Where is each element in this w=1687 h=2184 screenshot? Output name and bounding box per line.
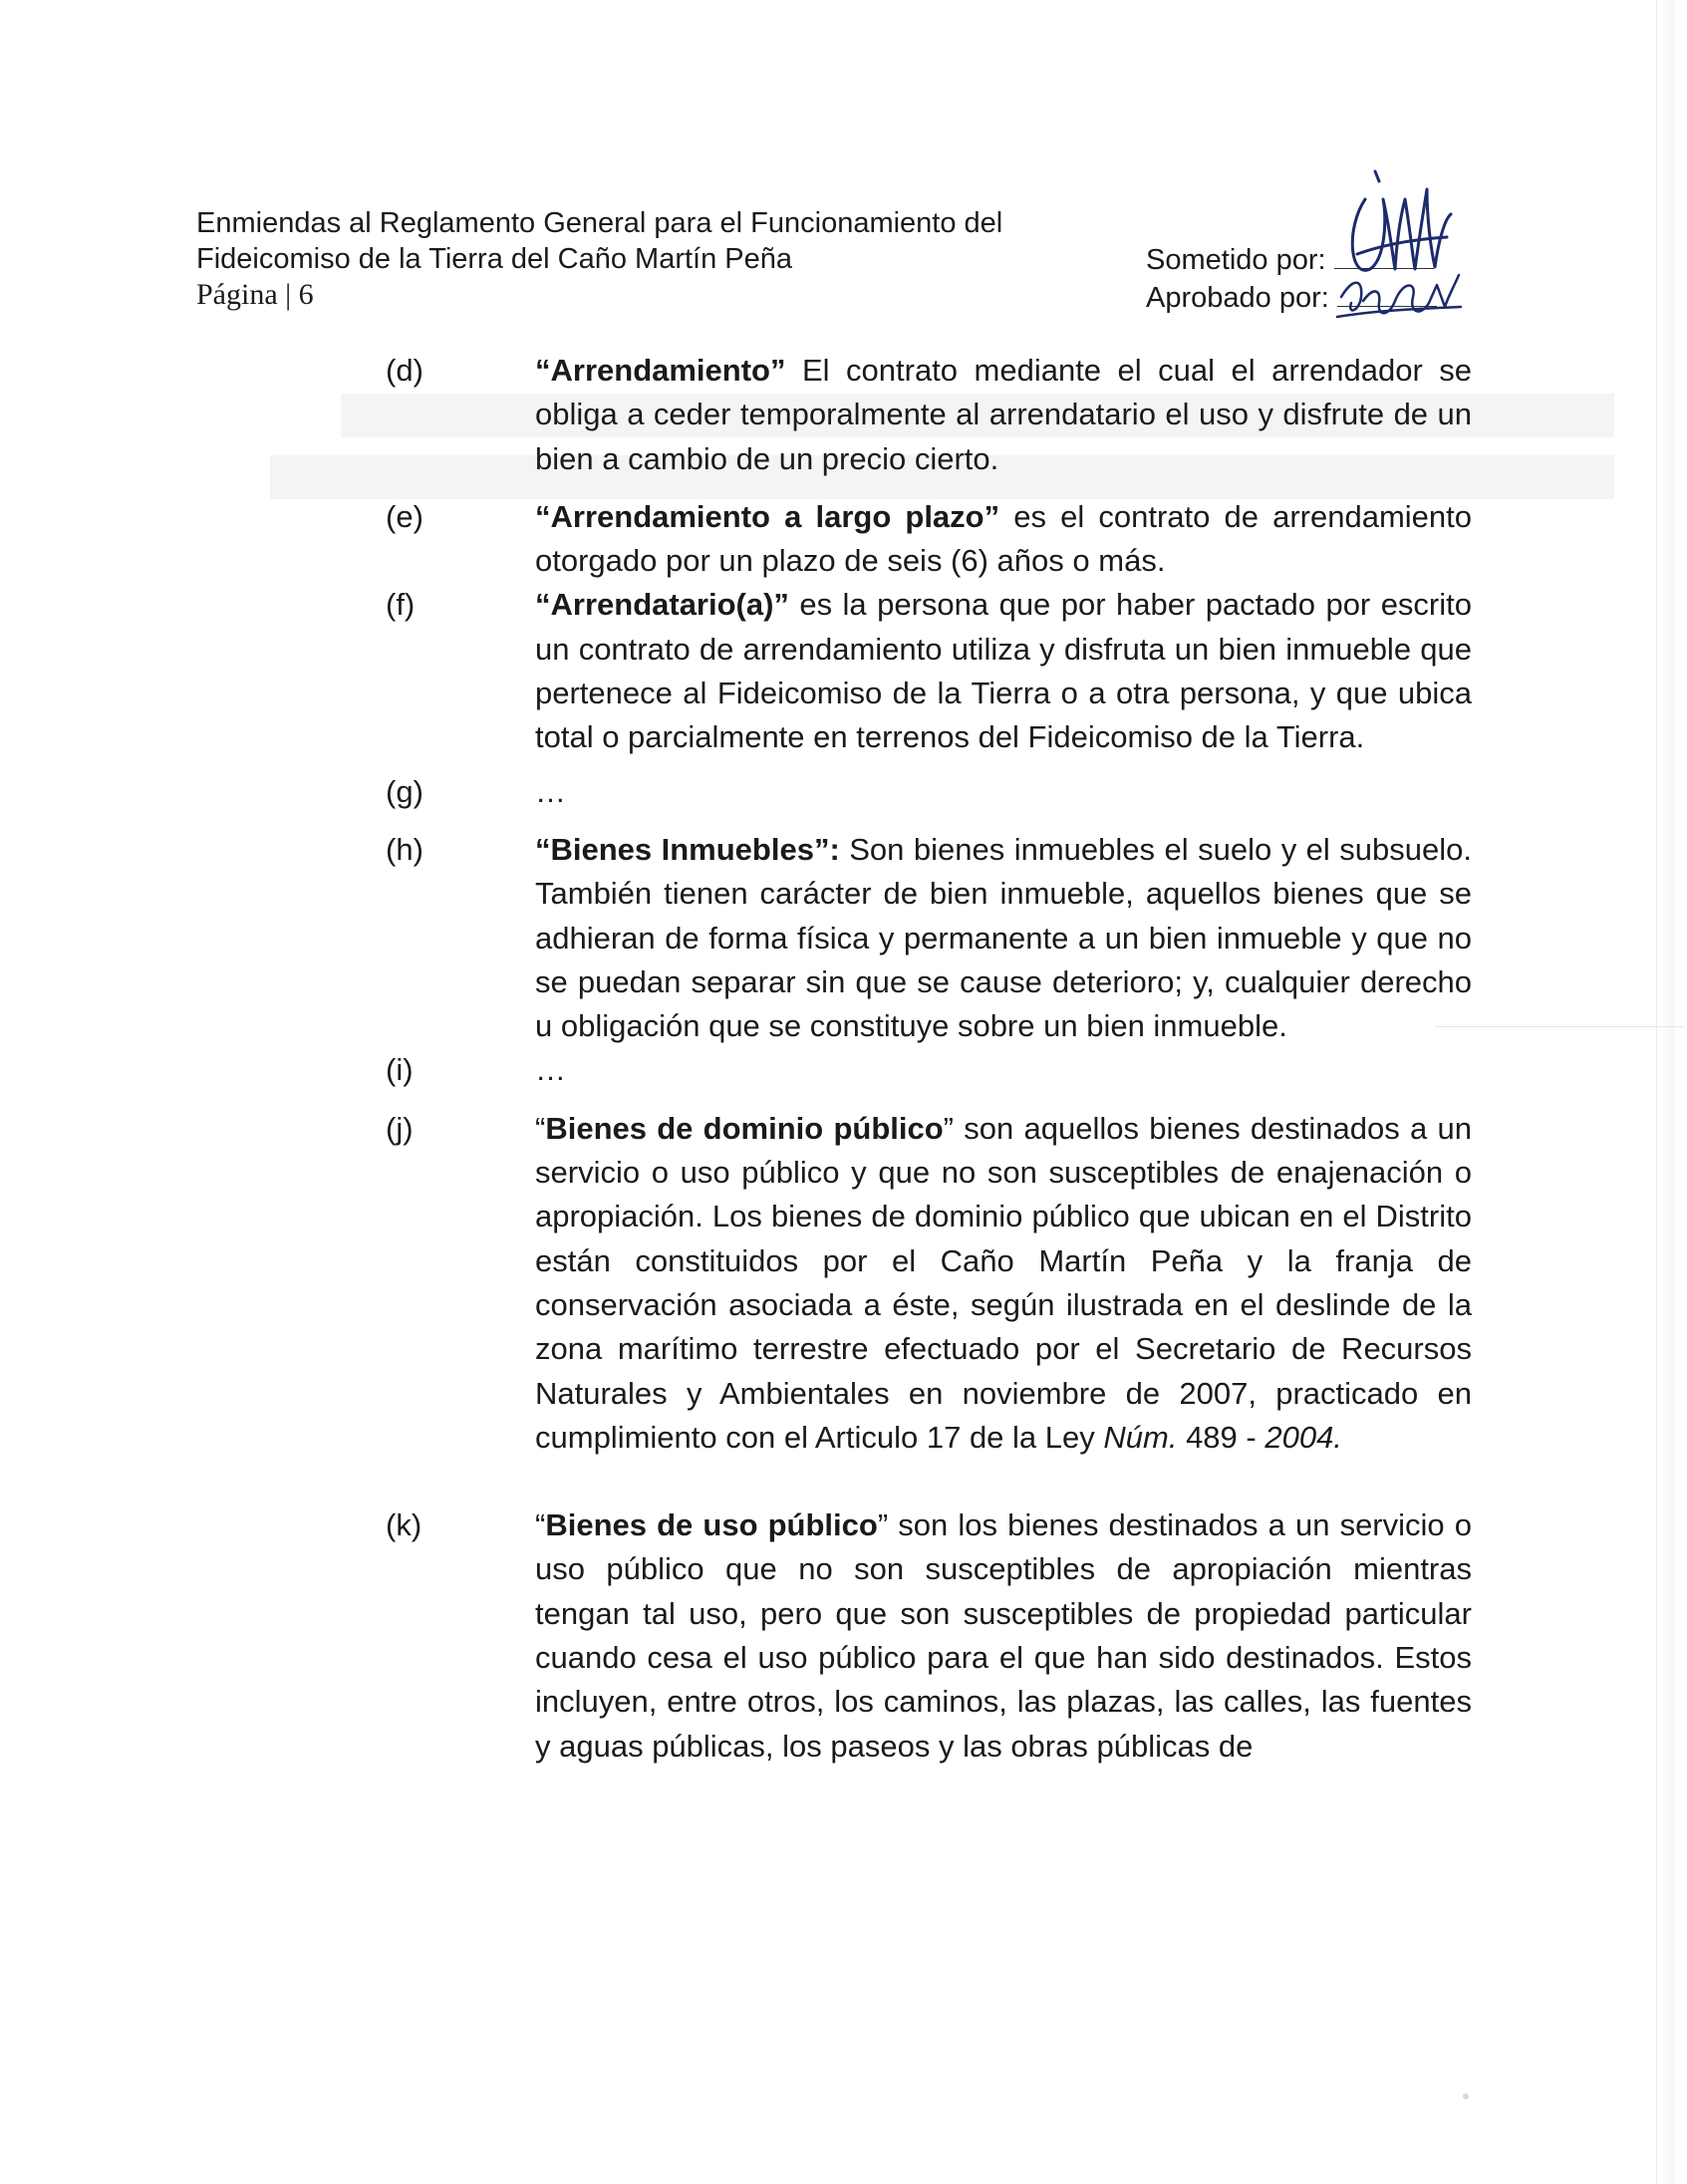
definition-h — [0, 828, 1687, 1048]
law-abbrev: Núm. — [1103, 1419, 1178, 1455]
item-marker: (e) — [386, 498, 423, 534]
submitted-by-label: Sometido por: — [1146, 244, 1326, 276]
definition-g — [0, 770, 1687, 814]
item-marker: (j) — [386, 1110, 414, 1146]
approved-by-label: Aprobado por: — [1146, 282, 1329, 314]
defined-term: “Arrendamiento” — [535, 353, 786, 388]
approved-signature — [1333, 267, 1463, 327]
definition-body: El contrato mediante el cual el arrendador se obliga a ceder temporalmente al arrendatario el uso y disfrute de un bien a cambio de un precio cierto. — [535, 353, 1472, 476]
definition-text — [535, 828, 1472, 1048]
definition-text — [535, 495, 1472, 584]
law-number: 489 - — [1177, 1419, 1265, 1455]
page-number: Página | 6 — [196, 278, 314, 311]
definition-text — [535, 1503, 1472, 1769]
header-title-line-2: Fideicomiso de la Tierra del Caño Martín Peña — [196, 243, 793, 275]
definition-k — [0, 1503, 1687, 1769]
definition-i — [0, 1048, 1687, 1092]
defined-term: Bienes de dominio público — [545, 1110, 944, 1146]
item-marker: (h) — [386, 831, 423, 867]
defined-term: “Arrendatario(a)” — [535, 587, 789, 623]
item-marker: (g) — [386, 773, 423, 809]
definition-e — [0, 495, 1687, 584]
header-title-line-1: Enmiendas al Reglamento General para el Funcionamiento del — [196, 207, 1003, 239]
defined-term: Bienes de uso público — [545, 1507, 878, 1543]
definition-body: es el contrato de arrendamiento otorgado por un plazo de seis (6) años o más. — [535, 498, 1473, 579]
defined-term: “Arrendamiento a largo plazo” — [535, 498, 1000, 534]
definition-d — [0, 349, 1687, 481]
ellipsis: … — [535, 773, 566, 809]
open-quote: “ — [535, 1507, 546, 1543]
definition-text — [535, 349, 1472, 481]
open-quote: “ — [535, 1110, 546, 1146]
document-body — [0, 349, 1687, 1769]
scan-artifact-dot — [1463, 2093, 1469, 2099]
item-marker: (d) — [386, 353, 423, 388]
item-marker: (i) — [386, 1052, 414, 1088]
document-header — [196, 205, 1002, 313]
definition-body: es la persona que por haber pactado por escrito un contrato de arrendamiento utiliza y disfruta un bien inmueble que pertenece al Fideicomiso de la Tierra o a otra persona, y que ubica total o parcialmente en terrenos del Fideicomiso de la Tierra. — [535, 587, 1472, 755]
definition-j — [0, 1107, 1687, 1460]
ellipsis: … — [535, 1052, 566, 1088]
item-marker: (k) — [386, 1507, 422, 1543]
definition-body: ” son los bienes destinados a un servicio o uso público que no son susceptibles de apropiación mientras tengan tal uso, pero que son susceptibles de propiedad particular cuando cesa el uso público para el que han sido destinados. Estos incluyen, entre otros, los caminos, las plazas, las calles, las fuentes y aguas públicas, los paseos y las obras públicas de — [535, 1507, 1472, 1764]
definition-body: ” son aquellos bienes destinados a un servicio o uso público y que no son susceptibles de enajenación o apropiación. Los bienes de dominio público que ubican en el Distrito están constituidos por el Caño Martín Peña y la franja de conservación asociada a éste, según ilustrada en el deslinde de la zona marítimo terrestre efectuado por el Secretario de Recursos Naturales y Ambientales en noviembre de 2007, practicado en cumplimiento con el Articulo 17 de la Ley — [535, 1110, 1472, 1455]
definition-text — [535, 583, 1472, 759]
item-marker: (f) — [386, 587, 416, 623]
definition-body: Son bienes inmuebles el suelo y el subsuelo. También tienen carácter de bien inmueble, aquellos bienes que se adhieran de forma física y permanente a un bien inmueble y que no se puedan separar sin que se cause deterioro; y, cualquier derecho u obligación que se constituye sobre un bien inmueble. — [535, 831, 1472, 1044]
definition-f — [0, 583, 1687, 759]
definition-text — [535, 1107, 1472, 1460]
defined-term: “Bienes Inmuebles”: — [535, 831, 840, 867]
law-year: 2004. — [1265, 1419, 1342, 1455]
